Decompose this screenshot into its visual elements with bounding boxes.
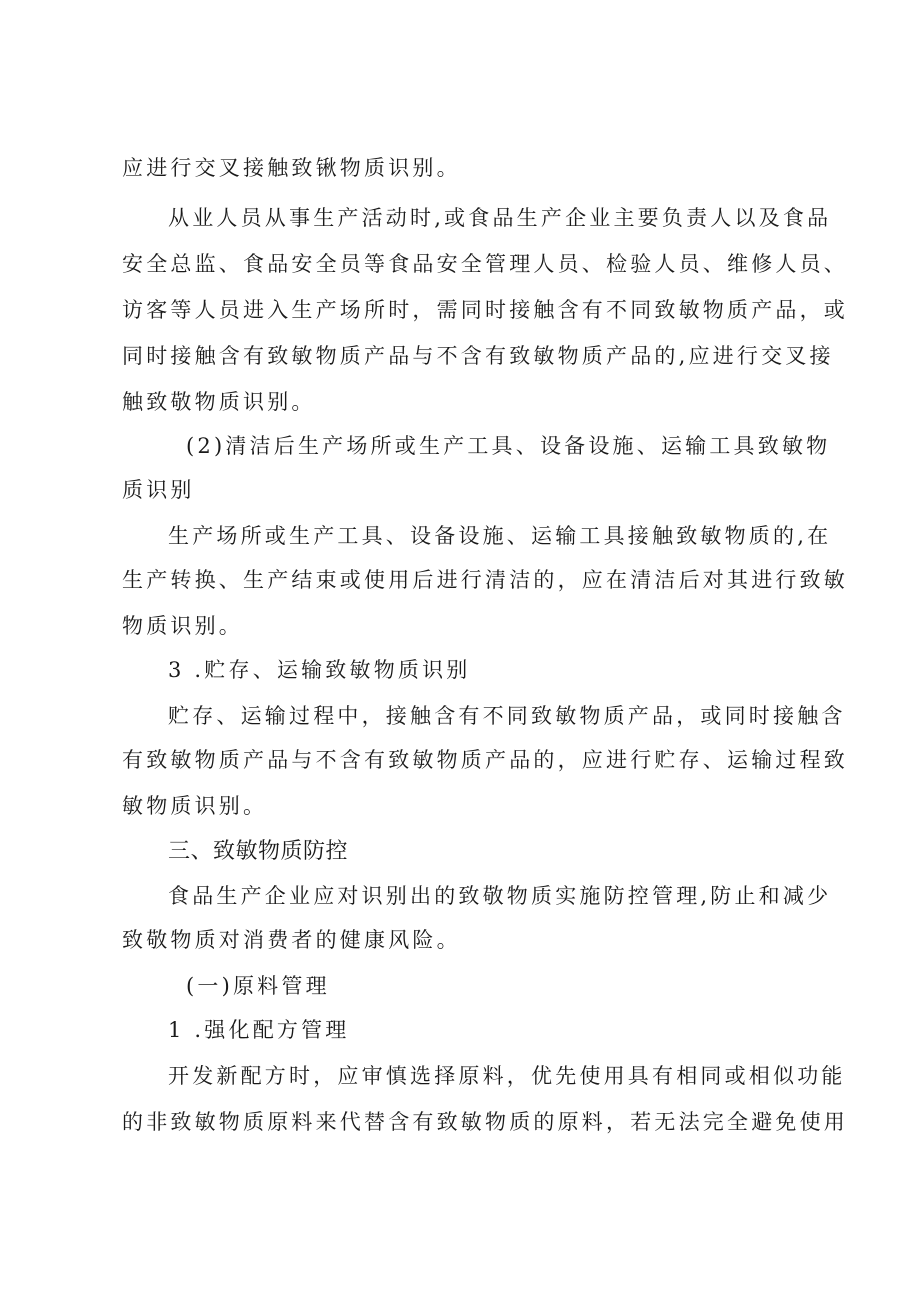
text-line: (一)原料管理 (186, 974, 330, 998)
text-line: 致敬物质对消费者的健康风险。 (122, 928, 461, 952)
text-line: 同时接触含有致敏物质产品与不含有致敏物质产品的,应进行交叉接 (122, 344, 834, 368)
text-line: 触致敬物质识别。 (122, 390, 316, 414)
text-line: 贮存、运输过程中，接触含有不同致敏物质产品，或同时接触含 (168, 704, 846, 728)
text-line: 生产场所或生产工具、设备设施、运输工具接触致敏物质的,在 (168, 524, 832, 548)
text-line: 生产转换、生产结束或使用后进行清洁的，应在清洁后对其进行致敏 (122, 568, 848, 592)
text-line: 3 .贮存、运输致敏物质识别 (168, 658, 471, 682)
text-line: 物质识别。 (122, 614, 243, 638)
text-line: 有致敏物质产品与不含有致敏物质产品的，应进行贮存、运输过程致 (122, 748, 848, 772)
text-line: 质识别 (122, 478, 195, 502)
text-line: 开发新配方时，应审慎选择原料，优先使用具有相同或相似功能 (168, 1064, 846, 1088)
text-line: 应进行交叉接触致锹物质识别。 (122, 156, 461, 180)
text-line: 从业人员从事生产活动时,或食品生产企业主要负责人以及食品 (168, 206, 832, 230)
section-heading: 三、致敏物质防控 (168, 839, 349, 864)
text-line: 1 .强化配方管理 (168, 1018, 350, 1042)
text-line: 食品生产企业应对识别出的致敬物质实施防控管理,防止和减少 (168, 884, 832, 908)
text-line: 访客等人员进入生产场所时，需同时接触含有不同致敏物质产品，或 (122, 298, 848, 322)
text-line: 安全总监、食品安全员等食品安全管理人员、检验人员、维修人员、 (122, 252, 848, 276)
text-line: (2)清洁后生产场所或生产工具、设备设施、运输工具致敏物 (186, 434, 831, 458)
text-line: 的非致敏物质原料来代替含有致敏物质的原料，若无法完全避免使用 (122, 1110, 848, 1134)
text-line: 敏物质识别。 (122, 794, 268, 818)
